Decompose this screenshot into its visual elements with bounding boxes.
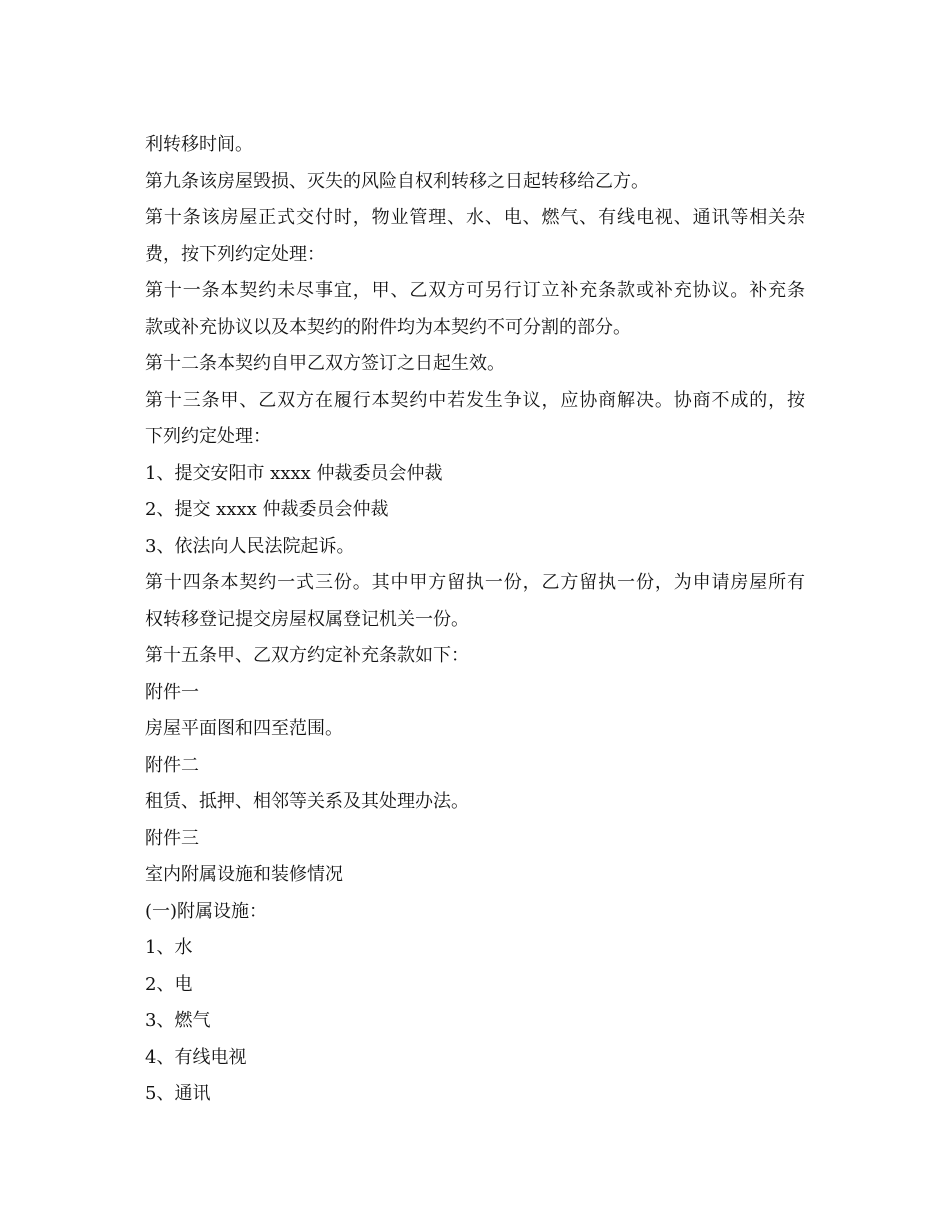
text-line: 第十五条甲、乙双方约定补充条款如下： xyxy=(145,645,469,666)
text-line: 室内附属设施和装修情况 xyxy=(145,864,343,885)
text-line: 第十三条甲、乙双方在履行本契约中若发生争议，应协商解决。协商不成的，按 xyxy=(145,389,805,411)
text-line: 3、燃气 xyxy=(145,1010,211,1031)
text-line: 1、水 xyxy=(145,937,193,958)
text-line: 2、提交 xxxx 仲裁委员会仲裁 xyxy=(145,499,389,520)
text-line: 下列约定处理： xyxy=(145,426,271,447)
text-line: 房屋平面图和四至范围。 xyxy=(145,718,343,739)
text-line: 费，按下列约定处理： xyxy=(145,243,325,265)
text-line: 租赁、抵押、相邻等关系及其处理办法。 xyxy=(145,791,469,812)
text-line: 3、依法向人民法院起诉。 xyxy=(145,535,355,557)
text-line: 第九条该房屋毁损、灭失的风险自权利转移之日起转移给乙方。 xyxy=(145,170,649,192)
text-line: 4、有线电视 xyxy=(145,1046,247,1068)
text-line: 附件三 xyxy=(145,827,199,849)
text-line: (一)附属设施： xyxy=(145,900,268,922)
text-line: 附件二 xyxy=(145,754,199,776)
document-body xyxy=(145,127,805,1113)
text-line: 第十条该房屋正式交付时，物业管理、水、电、燃气、有线电视、通讯等相关杂 xyxy=(145,207,805,228)
text-line: 1、提交安阳市 xxxx 仲裁委员会仲裁 xyxy=(145,462,443,484)
text-line: 款或补充协议以及本契约的附件均为本契约不可分割的部分。 xyxy=(145,316,631,338)
text-line: 附件一 xyxy=(145,681,199,703)
text-line: 第十四条本契约一式三份。其中甲方留执一份，乙方留执一份，为申请房屋所有 xyxy=(145,572,805,593)
text-line: 2、电 xyxy=(145,973,193,995)
text-line: 5、通讯 xyxy=(145,1083,211,1104)
text-line: 第十二条本契约自甲乙双方签订之日起生效。 xyxy=(145,353,505,374)
text-line: 第十一条本契约未尽事宜，甲、乙双方可另行订立补充条款或补充协议。补充条 xyxy=(145,280,805,301)
text-line: 利转移时间。 xyxy=(145,134,253,155)
text-line: 权转移登记提交房屋权属登记机关一份。 xyxy=(145,608,469,630)
